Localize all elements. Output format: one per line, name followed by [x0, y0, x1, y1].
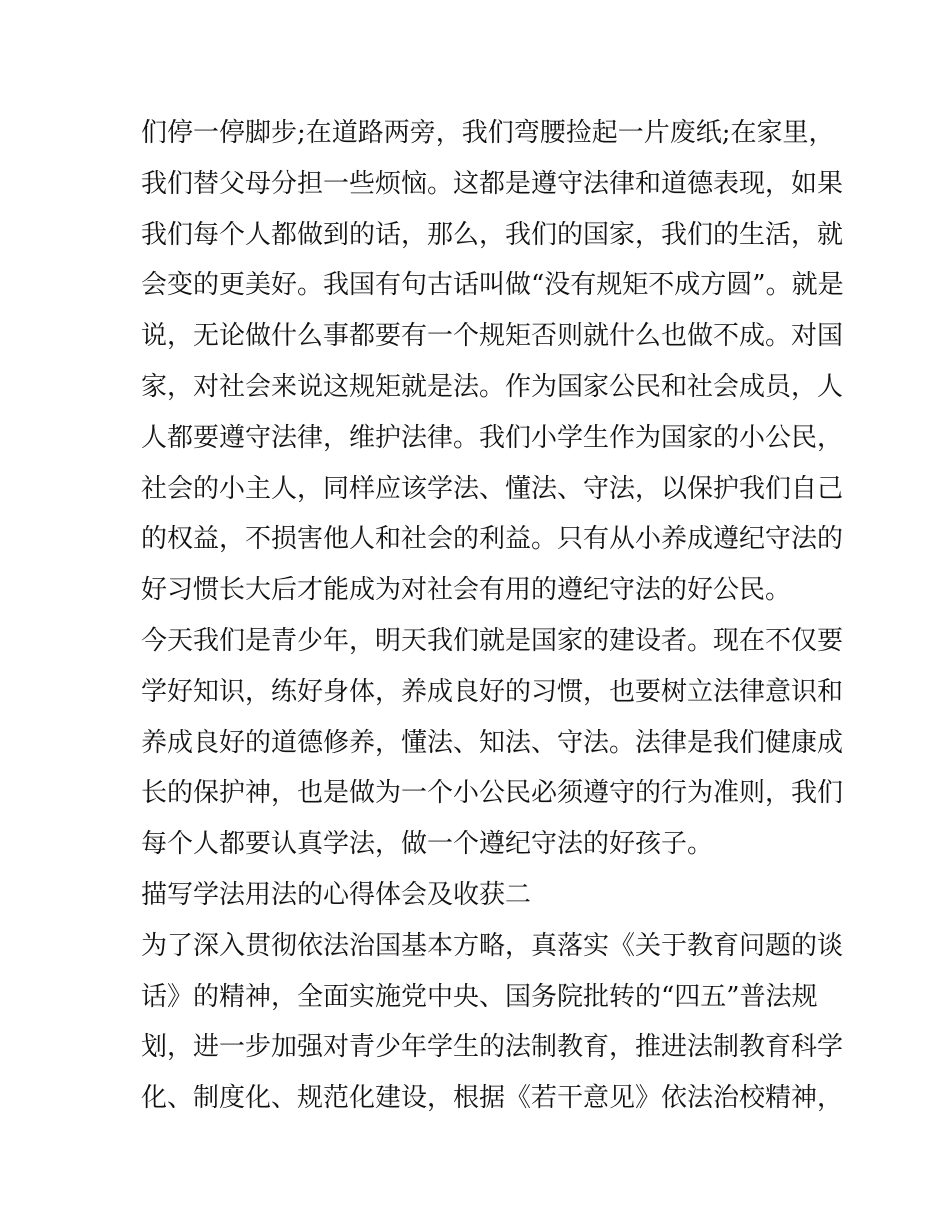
section-heading: 描写学法用法的心得体会及收获二 [141, 879, 532, 910]
text-line: 社会的小主人，同样应该学法、懂法、守法，以保护我们自己 [141, 473, 844, 504]
text-line: 话》的精神，全面实施党中央、国务院批转的“四五”普法规 [141, 981, 818, 1012]
text-line: 化、制度化、规范化建设，根据《若干意见》依法治校精神， [141, 1083, 844, 1114]
text-line: 我们每个人都做到的话，那么，我们的国家，我们的生活，就 [141, 219, 844, 250]
text-line: 说，无论做什么事都要有一个规矩否则就什么也做不成。对国 [141, 321, 844, 352]
text-line: 养成良好的道德修养，懂法、知法、守法。法律是我们健康成 [141, 727, 844, 758]
text-line: 会变的更美好。我国有句古话叫做“没有规矩不成方圆”。就是 [141, 270, 844, 301]
text-line: 我们替父母分担一些烦恼。这都是遵守法律和道德表现，如果 [141, 168, 844, 199]
text-line: 划，进一步加强对青少年学生的法制教育，推进法制教育科学 [141, 1032, 844, 1063]
text-line: 学好知识，练好身体，养成良好的习惯，也要树立法律意识和 [141, 676, 844, 707]
document-body [141, 108, 844, 1124]
text-line: 长的保护神，也是做为一个小公民必须遵守的行为准则，我们 [141, 778, 844, 809]
text-line: 家，对社会来说这规矩就是法。作为国家公民和社会成员，人 [141, 371, 844, 402]
text-line: 为了深入贯彻依法治国基本方略，真落实《关于教育问题的谈 [141, 930, 844, 961]
text-line: 的权益，不损害他人和社会的利益。只有从小养成遵纪守法的 [141, 524, 844, 555]
text-line: 们停一停脚步;在道路两旁，我们弯腰捡起一片废纸;在家里， [141, 118, 835, 148]
text-line: 好习惯长大后才能成为对社会有用的遵纪守法的好公民。 [141, 575, 792, 606]
text-line: 今天我们是青少年，明天我们就是国家的建设者。现在不仅要 [141, 625, 844, 656]
text-line: 每个人都要认真学法，做一个遵纪守法的好孩子。 [141, 829, 714, 860]
text-line: 人都要遵守法律，维护法律。我们小学生作为国家的小公民， [141, 422, 844, 453]
